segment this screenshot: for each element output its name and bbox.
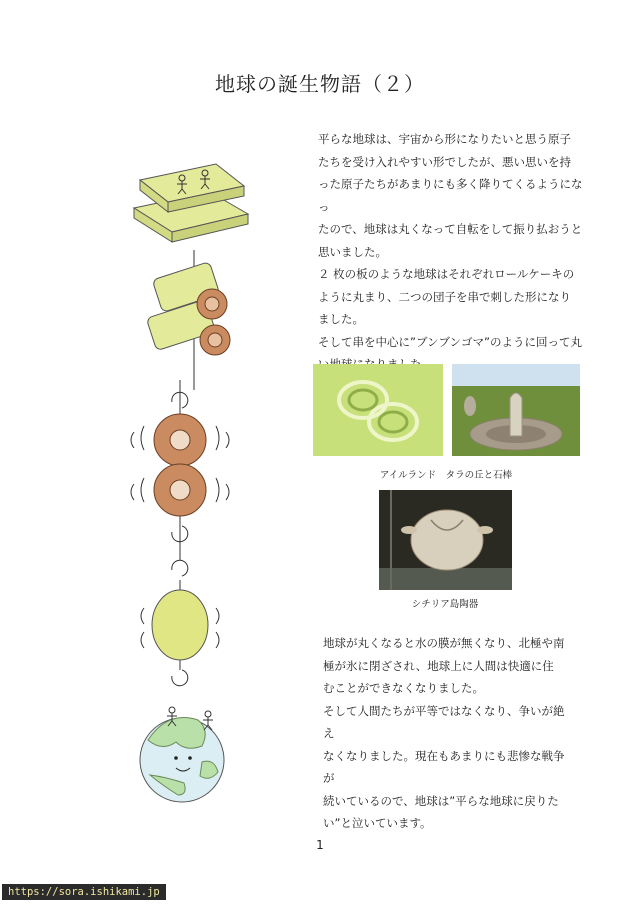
standing-stone-photo bbox=[452, 364, 580, 456]
text-line: たちを受け入れやすい形でしたが、悪い思いを持 bbox=[318, 154, 571, 169]
sicily-pottery-caption: シチリア島陶器 bbox=[411, 599, 479, 610]
rolled-earth-drawing bbox=[146, 250, 230, 390]
text-line: 地球が丸くなると水の膜が無くなり、北極や南 bbox=[323, 636, 565, 650]
lemon-earth-drawing bbox=[141, 560, 219, 685]
text-line: 平らな地球は、宇宙から形になりたいと思う原子 bbox=[318, 132, 571, 146]
spinning-skewer-drawing bbox=[131, 380, 229, 560]
sicily-pottery-photo bbox=[379, 490, 512, 590]
text-line: たので、地球は丸くなって自転をして振り払おうと bbox=[318, 222, 583, 236]
page-title: 地球の誕生物語（２） bbox=[215, 72, 425, 96]
text-line: ように丸まり、二つの団子を串で刺した形になり bbox=[318, 289, 571, 304]
text-line: い”と泣いています。 bbox=[323, 816, 432, 830]
round-earth-drawing bbox=[140, 707, 224, 802]
text-line: なくなりました。現在もあまりにも悲惨な戦争が bbox=[323, 748, 565, 785]
text-line: むことができなくなりました。 bbox=[323, 681, 484, 695]
tara-hill-aerial-photo bbox=[313, 364, 443, 456]
text-line: 思いました。 bbox=[318, 244, 387, 259]
text-line: そして人間たちが平等ではなくなり、争いが絶え bbox=[323, 703, 565, 740]
text-line: ました。 bbox=[318, 312, 364, 326]
text-line: そして串を中心に”ブンブンゴマ”のように回って丸 bbox=[318, 334, 582, 349]
intro-paragraph bbox=[318, 128, 588, 376]
tara-hill-caption: アイルランド タラの丘と石棒 bbox=[379, 470, 513, 481]
conclusion-paragraph bbox=[323, 632, 568, 835]
flat-earth-slabs-drawing bbox=[134, 164, 248, 242]
earth-transformation-illustration bbox=[120, 150, 260, 810]
text-line: 続いているので、地球は”平らな地球に戻りた bbox=[323, 793, 559, 808]
text-line: 極が氷に閉ざされ、地球上に人間は快適に住 bbox=[323, 658, 554, 673]
page-number: 1 bbox=[316, 838, 324, 852]
text-line: った原子たちがあまりにも多く降りてくるようになっ bbox=[318, 177, 583, 214]
site-url-link[interactable]: https://sora.ishikami.jp bbox=[2, 884, 166, 900]
text-line: ２ 枚の板のような地球はそれぞれロールケーキの bbox=[318, 267, 575, 281]
